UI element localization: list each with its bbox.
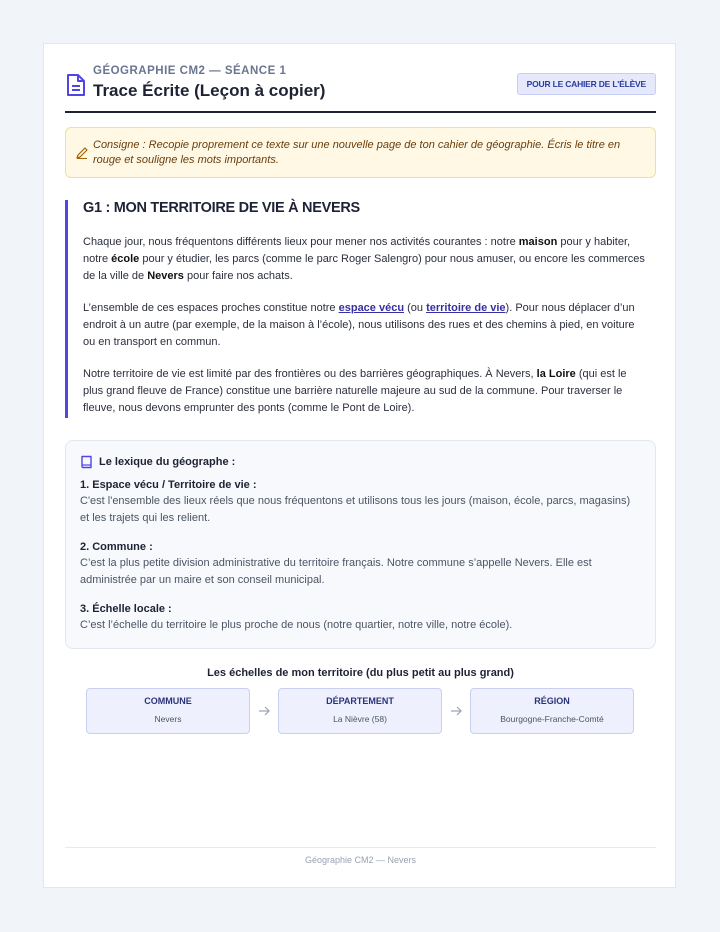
page-subtitle: GÉOGRAPHIE CM2 — SÉANCE 1 xyxy=(93,65,287,77)
term-name: 1. Espace vécu / Territoire de vie : xyxy=(80,479,257,491)
audience-badge: POUR LE CAHIER DE L'ÉLÈVE xyxy=(517,73,656,95)
scales-title: Les échelles de mon territoire (du plus petit au plus grand) xyxy=(207,667,514,679)
glossary-term xyxy=(80,478,640,527)
text-run: pour y habiter, notre xyxy=(83,236,631,265)
instruction-box xyxy=(65,127,656,178)
text-run: pour faire nos achats. xyxy=(183,270,293,282)
keyword: école xyxy=(111,253,140,265)
keyword: Nevers xyxy=(147,270,184,282)
pencil-icon xyxy=(76,147,88,159)
glossary-term xyxy=(80,602,640,634)
term-name: 2. Commune : xyxy=(80,541,153,553)
lesson-paragraph xyxy=(83,234,649,285)
scale-box-departement xyxy=(278,688,442,734)
scale-name: COMMUNE xyxy=(144,696,192,706)
lesson-paragraph xyxy=(83,366,649,417)
page-title: Trace Écrite (Leçon à copier) xyxy=(93,81,326,100)
lesson-paragraph xyxy=(83,300,649,351)
text-run: L’ensemble de ces espaces proches constitue notre xyxy=(83,302,339,314)
scale-value: Nevers xyxy=(154,714,182,724)
term-definition: C'est l'ensemble des lieux réels que nous fréquentons et utilisons tous les jours (maison, école, parcs, magasins) et les trajets qui les relient. xyxy=(80,495,631,524)
arrow-right-icon xyxy=(449,704,463,718)
footer-divider xyxy=(65,847,656,848)
glossary-term xyxy=(80,540,640,589)
scale-box-commune xyxy=(86,688,250,734)
lesson-section xyxy=(65,200,659,418)
term-definition: C’est l’échelle du territoire le plus proche de nous (notre quartier, notre ville, notre école). xyxy=(80,619,513,631)
arrow-right-icon xyxy=(257,704,271,718)
book-icon xyxy=(80,455,94,469)
glossary-title: Le lexique du géographe : xyxy=(99,456,236,468)
keyword: maison xyxy=(518,236,558,248)
term-link-espace-vecu[interactable]: espace vécu xyxy=(338,302,405,314)
scale-box-region xyxy=(470,688,634,734)
scale-name: RÉGION xyxy=(534,696,570,706)
term-name: 3. Échelle locale : xyxy=(80,603,172,615)
keyword: la Loire xyxy=(536,368,576,380)
term-link-territoire-de-vie[interactable]: territoire de vie xyxy=(426,302,506,314)
lesson-page xyxy=(43,43,676,888)
page-header xyxy=(65,64,656,113)
scale-value: La Nièvre (58) xyxy=(333,714,387,724)
text-run: Chaque jour, nous fréquentons différents lieux pour mener nos activités courantes : notre xyxy=(83,236,519,248)
text-run: (qui est le plus grand fleuve de France) constitue une barrière naturelle majeure au sud de la commune. Pour traverser le fleuve, nous devons emprunter des ponts (comme le Pont de Loire). xyxy=(83,368,627,414)
text-run: (ou xyxy=(404,302,427,314)
text-run: Notre territoire de vie est limité par des frontières ou des barrières géographiques. À Nevers, xyxy=(83,368,537,380)
lesson-title: G1 : MON TERRITOIRE DE VIE À NEVERS xyxy=(83,200,360,216)
term-definition: C’est la plus petite division administrative du territoire français. Notre commune s’appelle Nevers. Elle est administrée par un maire et son conseil municipal. xyxy=(80,557,592,586)
instruction-text: Consigne : Recopie proprement ce texte sur une nouvelle page de ton cahier de géographie. Écris le titre en rouge et souligne les mots importants. xyxy=(93,139,621,166)
text-run: pour y étudier, les parcs (comme le parc Roger Salengro) pour nous amuser, ou encore les commerces de la ville de xyxy=(83,253,645,282)
document-icon xyxy=(65,73,87,97)
scale-name: DÉPARTEMENT xyxy=(326,696,394,706)
page-footer: Géographie CM2 — Nevers xyxy=(304,855,417,865)
text-run: ). Pour nous déplacer d’un endroit à un autre (par exemple, de la maison à l’école), nous utilisons des rues et des chemins à pied, en voiture ou en transport en commun. xyxy=(83,302,635,348)
glossary-box xyxy=(65,440,656,649)
scale-value: Bourgogne-Franche-Comté xyxy=(500,714,604,724)
